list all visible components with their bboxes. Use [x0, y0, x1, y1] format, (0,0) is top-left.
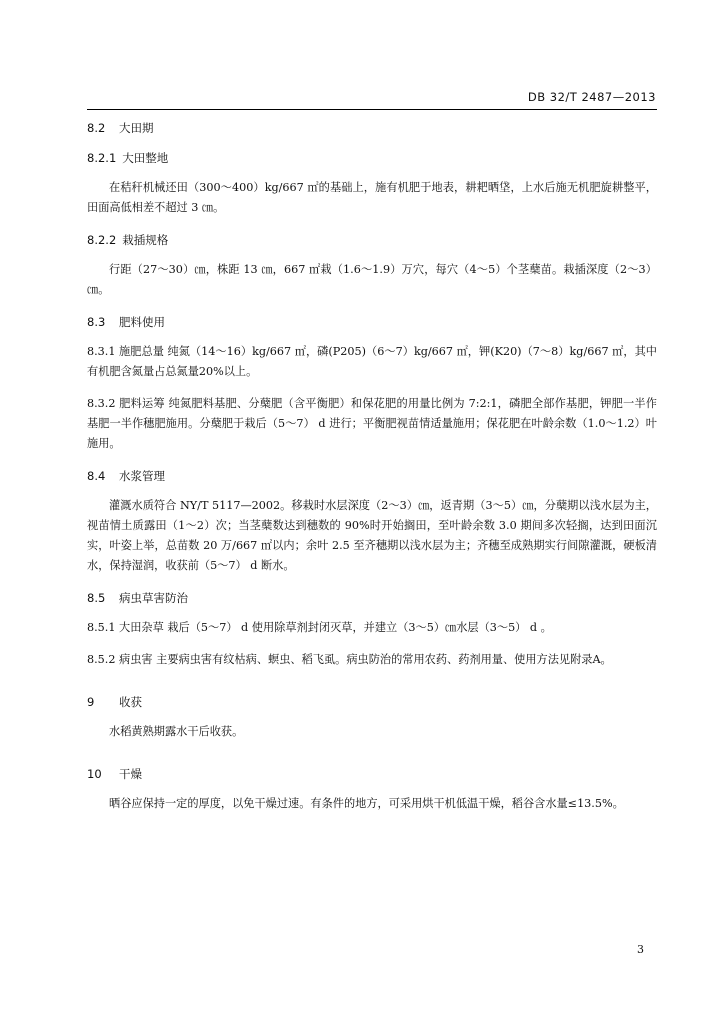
paragraph-8-4: 灌溉水质符合 NY/T 5117—2002。移栽时水层深度（2～3）㎝，返青期（3～5）㎝，分蘖期以浅水层为主，视苗情土质露田（1～2）次；当茎蘖数达到穗数的 90%时开始搁田，至叶龄余数 3.0 期间多次轻搁，达到田面沉实，叶姿上举，总苗数 20 万/667 ㎡以内；余叶 2.5 至齐穗期以浅水层为主；齐穗至成熟期实行间隙灌溉，硬板清水，保持湿润，收获前（5～7） d 断水。	[87, 499, 657, 572]
section-heading-8-5	[87, 588, 657, 608]
paragraph-8-2-1: 在秸秆机械还田（300～400）kg/667 ㎡的基础上，施有机肥于地表，耕耙晒垡，上水后施无机肥旋耕整平，田面高低相差不超过 3 ㎝。	[87, 181, 657, 214]
section-number: 8.4	[87, 469, 106, 483]
section-title: 病虫草害防治	[119, 591, 188, 605]
section-number: 8.3	[87, 315, 106, 329]
document-body	[87, 118, 657, 826]
section-heading-8-3	[87, 312, 657, 332]
section-heading-8-2-1	[87, 148, 657, 168]
section-heading-8-2	[87, 118, 657, 138]
section-heading-8-2-2	[87, 230, 657, 250]
paragraph-8-3-2: 8.3.2 肥料运筹 纯氮肥料基肥、分蘖肥（含平衡肥）和保花肥的用量比例为 7:2:1，磷肥全部作基肥，钾肥一半作基肥一半作穗肥施用。分蘖肥于栽后（5～7） d 进行；平衡肥视苗情适量施用；保花肥在叶龄余数（1.0～1.2）叶施用。	[87, 397, 657, 450]
section-number: 8.2.1	[87, 151, 117, 165]
section-number: 8.5	[87, 591, 106, 605]
section-title: 大田期	[119, 121, 154, 135]
section-title: 栽插规格	[122, 233, 169, 247]
paragraph-9: 水稻黄熟期露水干后收获。	[109, 725, 244, 738]
paragraph-8-5-2: 8.5.2 病虫害 主要病虫害有纹枯病、螟虫、稻飞虱。病虫防治的常用农药、药剂用量、使用方法见附录A。	[87, 653, 612, 666]
paragraph-8-3-1: 8.3.1 施肥总量 纯氮（14～16）kg/667 ㎡，磷(P205)（6～7）kg/667 ㎡，钾(K20)（7～8）kg/667 ㎡，其中有机肥含氮量占总氮量20%以上。	[87, 345, 657, 378]
section-number: 8.2	[87, 121, 106, 135]
section-number: 10	[87, 767, 102, 781]
section-heading-10	[87, 764, 657, 784]
document-code-header: DB 32/T 2487—2013	[527, 90, 656, 104]
page-number: 3	[637, 943, 644, 956]
section-heading-9	[87, 692, 657, 712]
paragraph-10: 晒谷应保持一定的厚度，以免干燥过速。有条件的地方，可采用烘干机低温干燥，稻谷含水量≤13.5%。	[109, 797, 624, 810]
section-title: 收获	[119, 695, 142, 709]
header-divider	[87, 109, 657, 110]
spacer	[87, 682, 657, 692]
paragraph-8-2-2: 行距（27～30）㎝，株距 13 ㎝，667 ㎡栽（1.6～1.9）万穴，每穴（4～5）个茎蘖苗。栽插深度（2～3）㎝。	[87, 263, 657, 296]
section-number: 8.2.2	[87, 233, 117, 247]
section-title: 大田整地	[122, 151, 169, 165]
spacer	[87, 754, 657, 764]
section-title: 干燥	[119, 767, 142, 781]
section-number: 9	[87, 695, 95, 709]
section-heading-8-4	[87, 466, 657, 486]
paragraph-8-5-1: 8.5.1 大田杂草 栽后（5～7） d 使用除草剂封闭灭草，并建立（3～5）㎝水层（3～5） d 。	[87, 621, 552, 634]
section-title: 水浆管理	[119, 469, 165, 483]
section-title: 肥料使用	[119, 315, 165, 329]
